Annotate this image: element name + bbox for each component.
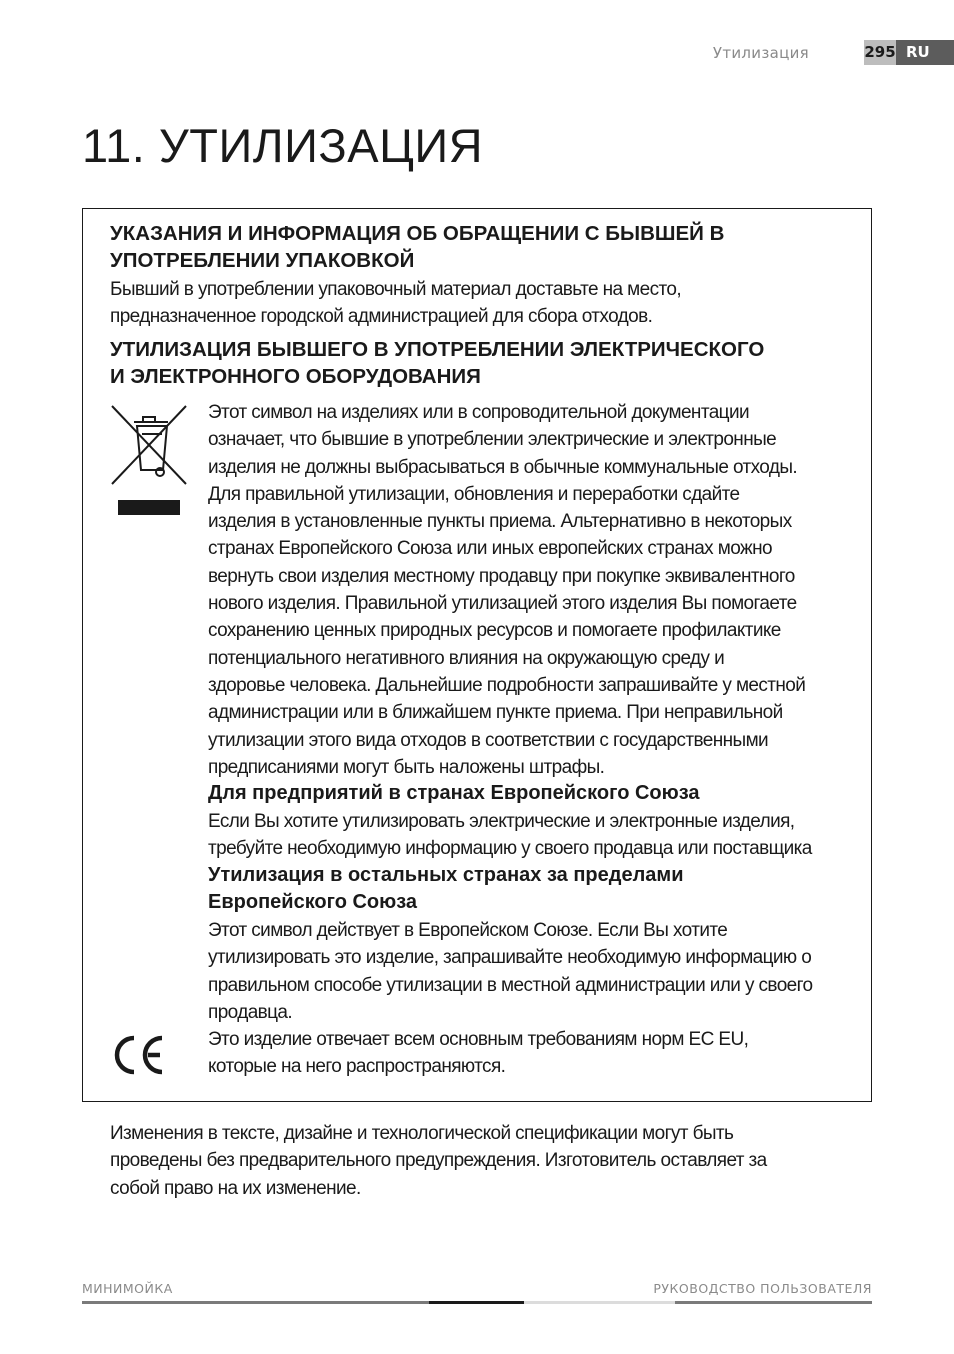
language-badge: RU <box>896 40 954 65</box>
text-line: Это изделие отвечает всем основным требованиям норм ЕС EU, <box>208 1029 749 1050</box>
text-line: изделия в установленные пункты приема. Альтернативно в некоторых <box>208 511 792 533</box>
text-line: нового изделия. Правильной утилизацией этого изделия Вы помогаете <box>208 593 797 615</box>
text-line: изделия не должны выбрасываться в обычные коммунальные отходы. <box>208 456 798 478</box>
packaging-text <box>110 276 681 331</box>
packaging-heading-line: УПОТРЕБЛЕНИИ УПАКОВКОЙ <box>110 249 415 272</box>
footer-divider-segment <box>429 1301 524 1304</box>
packaging-heading-line: УКАЗАНИЯ И ИНФОРМАЦИЯ ОБ ОБРАЩЕНИИ С БЫВШЕЙ В <box>110 222 725 245</box>
text-line: означает, что бывшие в употреблении электрические и электронные <box>208 429 777 451</box>
text-line: утилизировать это изделие, запрашивайте необходимую информацию о <box>208 947 812 969</box>
text-line: предписаниями могут быть наложены штрафы. <box>208 756 605 778</box>
weee-heading-line: И ЭЛЕКТРОННОГО ОБОРУДОВАНИЯ <box>110 365 481 388</box>
page-number: 295 <box>864 40 896 65</box>
text-line: утилизации этого вида отходов в соответствии с государственными <box>208 729 769 751</box>
footer-product-name: МИНИМОЙКА <box>82 1281 173 1296</box>
text-line: Этот символ действует в Европейском Союзе. Если Вы хотите <box>208 920 728 941</box>
text-line: Этот символ на изделиях или в сопроводительной документации <box>208 402 749 423</box>
text-line: здоровье человека. Дальнейшие подробности запрашивайте у местной <box>208 674 806 696</box>
non-eu-heading-line: Европейского Союза <box>208 891 418 913</box>
ce-text <box>208 1026 748 1081</box>
text-line: которые на него распространяются. <box>208 1056 506 1078</box>
text-line: администрации или в ближайшем пункте приема. При неправильной <box>208 702 783 724</box>
footer-divider-segment <box>675 1301 872 1304</box>
non-eu-heading <box>208 862 848 916</box>
running-header-section: Утилизация <box>712 44 809 62</box>
text-line: вернуть свои изделия местному продавцу при покупке эквивалентного <box>208 565 795 587</box>
weee-heading-line: УТИЛИЗАЦИЯ БЫВШЕГО В УПОТРЕБЛЕНИИ ЭЛЕКТРИЧЕСКОГО <box>110 338 765 361</box>
text-line: проведены без предварительного предупреждения. Изготовитель оставляет за <box>110 1150 767 1172</box>
non-eu-heading-line: Утилизация в остальных странах за пределами <box>208 864 684 886</box>
footer-manual-title: РУКОВОДСТВО ПОЛЬЗОВАТЕЛЯ <box>653 1281 872 1296</box>
text-line: продавца. <box>208 1001 293 1023</box>
eu-business-text <box>208 808 812 863</box>
text-line: Для правильной утилизации, обновления и переработки сдайте <box>208 483 740 505</box>
non-eu-text <box>208 917 813 1026</box>
text-line: требуйте необходимую информацию у своего продавца или поставщика <box>208 838 812 860</box>
packaging-heading <box>110 220 850 274</box>
text-line: правильном способе утилизации в местной администрации или у своего <box>208 974 813 996</box>
footer-divider-segment <box>524 1301 675 1304</box>
text-line: Если Вы хотите утилизировать электрические и электронные изделия, <box>208 811 795 832</box>
text-line: предназначенное городской администрацией для сбора отходов. <box>110 306 653 328</box>
text-line: потенциального негативного влияния на окружающую среду и <box>208 647 725 669</box>
text-line: собой право на их изменение. <box>110 1177 361 1199</box>
disclaimer-text <box>110 1120 767 1202</box>
eu-business-heading: Для предприятий в странах Европейского Союза <box>208 782 700 804</box>
page-title: 11. УТИЛИЗАЦИЯ <box>82 119 484 172</box>
text-line: сохранению ценных природных ресурсов и помогаете профилактике <box>208 620 781 642</box>
footer-divider-segment <box>82 1301 429 1304</box>
text-line: странах Европейского Союза или иных европейских странах можно <box>208 538 772 560</box>
text-line: Бывший в употреблении упаковочный материал доставьте на место, <box>110 279 682 300</box>
crossed-out-wheelie-bin-icon <box>110 404 188 523</box>
ce-mark-icon <box>110 1034 168 1081</box>
weee-heading <box>110 336 850 390</box>
text-line: Изменения в тексте, дизайне и технологической спецификации могут быть <box>110 1123 734 1144</box>
weee-text <box>208 399 805 781</box>
